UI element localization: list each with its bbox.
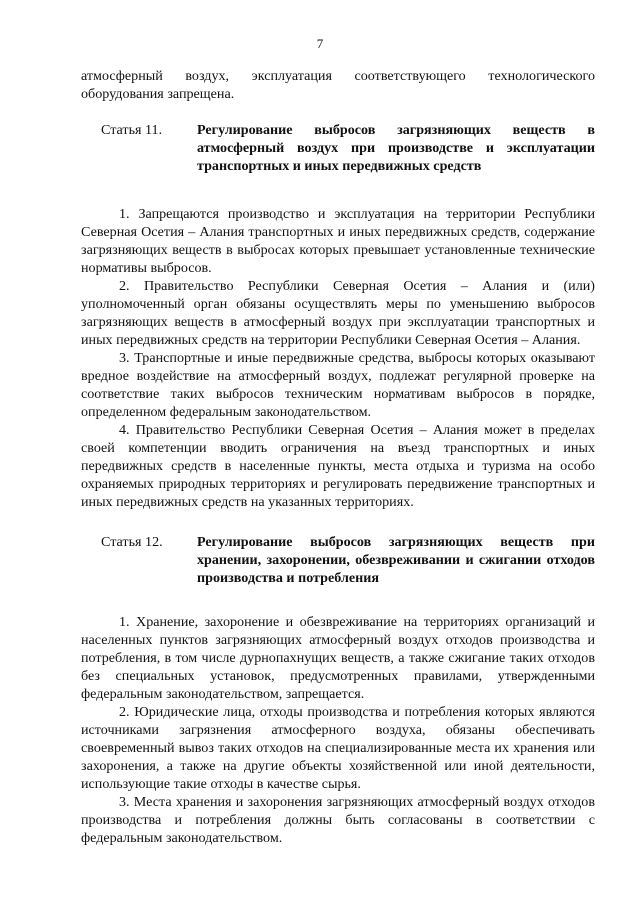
article-12-paragraph-2: 2. Юридические лица, отходы производства и потребления которых являются источниками загрязнения атмосферного воздуха, обязаны обеспечивать своевременный вывоз таких отходов на специализированные места их хранения или захоронения, а также на другие объекты хозяйственной или иной деятельности, использующие такие отходы в качестве сырья. bbox=[81, 704, 595, 792]
article-12-title: Регулирование выбросов загрязняющих веществ при хранении, захоронении, обезвреживании и сжигании отходов производства и потребления bbox=[197, 534, 595, 586]
article-11-title: Регулирование выбросов загрязняющих веществ в атмосферный воздух при производстве и эксплуатации транспортных и иных передвижных средств bbox=[197, 122, 595, 174]
article-12-heading bbox=[81, 533, 595, 587]
article-11-paragraph-4: 4. Правительство Республики Северная Осетия – Алания может в пределах своей компетенции вводить ограничения на въезд транспортных и иных передвижных средств в населенные пункты, места отдыха и туризма на особо охраняемых природных территориях и регулировать передвижение транспортных и иных передвижных средств на указанных территориях. bbox=[81, 422, 595, 510]
article-11-paragraph-2: 2. Правительство Республики Северная Осетия – Алания и (или) уполномоченный орган обязаны осуществлять меры по уменьшению выбросов загрязняющих веществ в атмосферный воздух при эксплуатации транспортных и иных передвижных средств на территории Республики Северная Осетия – Алания. bbox=[81, 278, 595, 348]
intro-paragraph: атмосферный воздух, эксплуатация соответствующего технологического оборудования запрещена. bbox=[81, 68, 595, 102]
article-12-paragraph-1: 1. Хранение, захоронение и обезвреживание на территориях организаций и населенных пунктов загрязняющих атмосферный воздух отходов производства и потребления, в том числе дурнопахнущих веществ, а также сжигание таких отходов без специальных установок, предусмотренных правилами, утвержденными федеральным законодательством, запрещается. bbox=[81, 614, 595, 702]
article-11-paragraph-1: 1. Запрещаются производство и эксплуатация на территории Республики Северная Осетия – Алания транспортных и иных передвижных средств, содержание загрязняющих веществ в выбросах которых превышает установленные технические нормативы выбросов. bbox=[81, 206, 595, 276]
page-number: 7 bbox=[316, 36, 324, 51]
document-body bbox=[81, 67, 595, 847]
article-11-paragraph-3: 3. Транспортные и иные передвижные средства, выбросы которых оказывают вредное воздействие на атмосферный воздух, подлежат регулярной проверке на соответствие таких выбросов техническим нормативам выбросов в порядке, определенном федеральным законодательством. bbox=[81, 350, 595, 420]
article-11-label: Статья 11. bbox=[101, 122, 163, 138]
article-12-label: Статья 12. bbox=[101, 534, 163, 550]
article-11-heading bbox=[81, 121, 595, 175]
article-12-paragraph-3: 3. Места хранения и захоронения загрязняющих атмосферный воздух отходов производства и потребления должны быть согласованы в соответствии с федеральным законодательством. bbox=[81, 794, 595, 846]
